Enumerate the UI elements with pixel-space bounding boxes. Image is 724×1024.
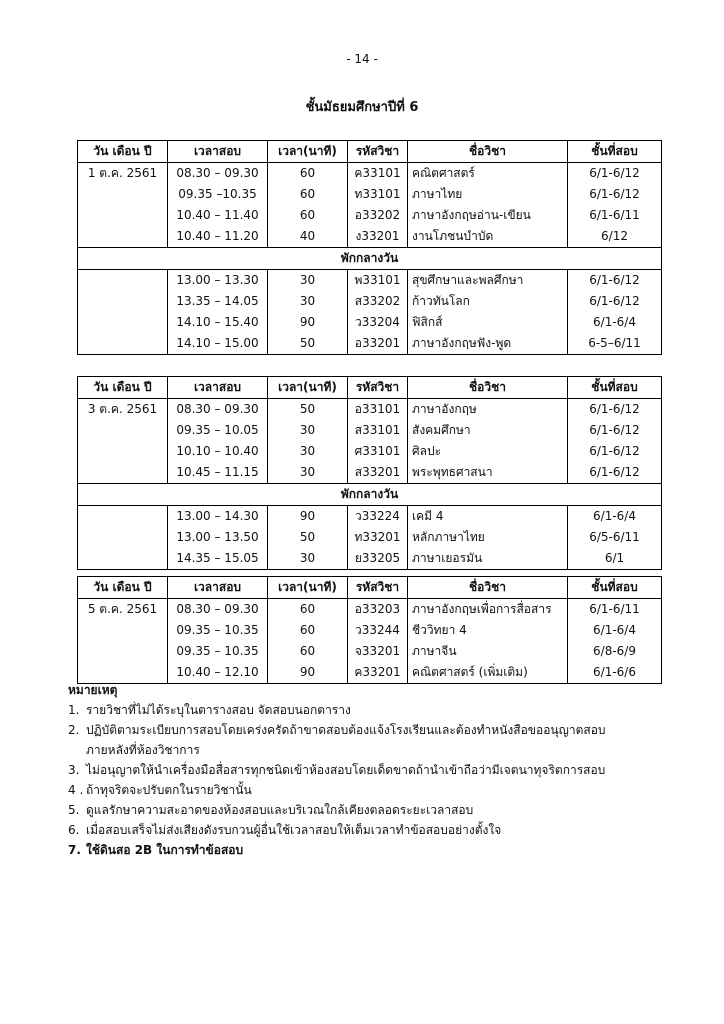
subject-code: อ33201 bbox=[348, 333, 408, 355]
header-minutes: เวลา(นาที) bbox=[268, 577, 348, 599]
page-title: ชั้นมัธยมศึกษาปีที่ 6 bbox=[305, 100, 419, 115]
note-item-continued bbox=[68, 740, 688, 760]
exam-minutes: 90 bbox=[268, 662, 348, 684]
exam-date bbox=[78, 441, 168, 462]
subject-name: สังคมศึกษา bbox=[408, 420, 568, 441]
exam-time: 08.30 – 09.30 bbox=[168, 163, 268, 185]
table-row bbox=[78, 599, 662, 621]
subject-name: หลักภาษาไทย bbox=[408, 527, 568, 548]
exam-minutes: 90 bbox=[268, 312, 348, 333]
exam-time: 10.40 – 11.20 bbox=[168, 226, 268, 248]
subject-name: งานโภชนบำบัด bbox=[408, 226, 568, 248]
note-number: 7. bbox=[68, 843, 81, 857]
exam-time: 10.40 – 12.10 bbox=[168, 662, 268, 684]
exam-classes: 6/12 bbox=[568, 226, 662, 248]
exam-time: 10.45 – 11.15 bbox=[168, 462, 268, 484]
exam-date bbox=[78, 620, 168, 641]
exam-date bbox=[78, 205, 168, 226]
table-row bbox=[78, 506, 662, 528]
exam-minutes: 30 bbox=[268, 420, 348, 441]
header-subject-code: รหัสวิชา bbox=[348, 141, 408, 163]
subject-name: ชีววิทยา 4 bbox=[408, 620, 568, 641]
table-row bbox=[78, 399, 662, 421]
subject-code: ว33204 bbox=[348, 312, 408, 333]
exam-classes: 6/1 bbox=[568, 548, 662, 570]
exam-table-day-2 bbox=[77, 376, 662, 570]
exam-date bbox=[78, 226, 168, 248]
exam-date bbox=[78, 548, 168, 570]
exam-classes: 6-5–6/11 bbox=[568, 333, 662, 355]
exam-classes: 6/1-6/12 bbox=[568, 270, 662, 292]
note-text: รายวิชาที่ไม่ได้ระบุในตารางสอบ จัดสอบนอกตาราง bbox=[86, 703, 351, 717]
note-number: 5. bbox=[68, 803, 80, 817]
note-number: 4 . bbox=[68, 783, 84, 797]
exam-classes: 6/1-6/12 bbox=[568, 441, 662, 462]
subject-name: ศิลปะ bbox=[408, 441, 568, 462]
exam-time: 13.35 – 14.05 bbox=[168, 291, 268, 312]
lunch-break-row bbox=[78, 484, 662, 506]
exam-date bbox=[78, 312, 168, 333]
exam-time: 09.35 –10.35 bbox=[168, 184, 268, 205]
exam-date: 3 ต.ค. 2561 bbox=[78, 399, 168, 421]
subject-code: ท33201 bbox=[348, 527, 408, 548]
header-subject-name: ชื่อวิชา bbox=[408, 377, 568, 399]
exam-minutes: 90 bbox=[268, 506, 348, 528]
subject-code: ส33201 bbox=[348, 462, 408, 484]
exam-date: 5 ต.ค. 2561 bbox=[78, 599, 168, 621]
note-text: ดูแลรักษาความสะอาดของห้องสอบและบริเวณใกล้เคียงตลอดระยะเวลาสอบ bbox=[86, 803, 474, 817]
header-date: วัน เดือน ปี bbox=[78, 577, 168, 599]
subject-code: ว33224 bbox=[348, 506, 408, 528]
subject-code: อ33101 bbox=[348, 399, 408, 421]
exam-minutes: 50 bbox=[268, 399, 348, 421]
subject-code: ส33202 bbox=[348, 291, 408, 312]
table-row bbox=[78, 270, 662, 292]
exam-date bbox=[78, 291, 168, 312]
note-text: ปฏิบัติตามระเบียบการสอบโดยเคร่งครัดถ้าขาดสอบต้องแจ้งโรงเรียนและต้องทำหนังสือขออนุญาตสอบ bbox=[86, 723, 606, 737]
exam-date bbox=[78, 527, 168, 548]
exam-classes: 6/1-6/12 bbox=[568, 462, 662, 484]
exam-table-day-3 bbox=[77, 576, 662, 684]
exam-minutes: 30 bbox=[268, 441, 348, 462]
note-number: 2. bbox=[68, 723, 80, 737]
header-minutes: เวลา(นาที) bbox=[268, 377, 348, 399]
exam-time: 13.00 – 13.50 bbox=[168, 527, 268, 548]
subject-name: ภาษาอังกฤษเพื่อการสื่อสาร bbox=[408, 599, 568, 621]
table-header-row bbox=[78, 577, 662, 599]
exam-date bbox=[78, 506, 168, 528]
exam-date bbox=[78, 462, 168, 484]
header-classes: ชั้นที่สอบ bbox=[568, 577, 662, 599]
table-row bbox=[78, 441, 662, 462]
subject-name: คณิตศาสตร์ bbox=[408, 163, 568, 185]
exam-minutes: 60 bbox=[268, 184, 348, 205]
exam-minutes: 60 bbox=[268, 620, 348, 641]
page-number: - 14 - bbox=[346, 52, 378, 66]
exam-minutes: 40 bbox=[268, 226, 348, 248]
subject-code: อ33203 bbox=[348, 599, 408, 621]
header-exam-time: เวลาสอบ bbox=[168, 377, 268, 399]
exam-classes: 6/1-6/4 bbox=[568, 506, 662, 528]
header-exam-time: เวลาสอบ bbox=[168, 141, 268, 163]
exam-minutes: 60 bbox=[268, 163, 348, 185]
note-item bbox=[68, 760, 688, 780]
exam-time: 10.40 – 11.40 bbox=[168, 205, 268, 226]
note-number: 6. bbox=[68, 823, 80, 837]
subject-code: ค33201 bbox=[348, 662, 408, 684]
exam-date bbox=[78, 641, 168, 662]
table-row bbox=[78, 205, 662, 226]
note-text: ถ้าทุจริตจะปรับตกในรายวิชานั้น bbox=[86, 783, 252, 797]
subject-code: ท33101 bbox=[348, 184, 408, 205]
table-row bbox=[78, 291, 662, 312]
note-text: เมื่อสอบเสร็จไม่ส่งเสียงดังรบกวนผู้อื่นใช้เวลาสอบให้เต็มเวลาทำข้อสอบอย่างตั้งใจ bbox=[86, 823, 502, 837]
exam-minutes: 60 bbox=[268, 599, 348, 621]
subject-code: ส33101 bbox=[348, 420, 408, 441]
note-number: 1. bbox=[68, 703, 80, 717]
header-subject-code: รหัสวิชา bbox=[348, 577, 408, 599]
exam-time: 14.35 – 15.05 bbox=[168, 548, 268, 570]
subject-name: ภาษาอังกฤษ bbox=[408, 399, 568, 421]
exam-time: 14.10 – 15.40 bbox=[168, 312, 268, 333]
subject-name: คณิตศาสตร์ (เพิ่มเติม) bbox=[408, 662, 568, 684]
exam-classes: 6/1-6/12 bbox=[568, 184, 662, 205]
exam-classes: 6/1-6/4 bbox=[568, 620, 662, 641]
exam-minutes: 30 bbox=[268, 462, 348, 484]
exam-classes: 6/1-6/4 bbox=[568, 312, 662, 333]
exam-classes: 6/1-6/12 bbox=[568, 163, 662, 185]
table-row bbox=[78, 527, 662, 548]
note-number: 3. bbox=[68, 763, 80, 777]
table-header-row bbox=[78, 141, 662, 163]
note-text: ภายหลังที่ห้องวิชาการ bbox=[86, 743, 200, 757]
subject-name: ภาษาไทย bbox=[408, 184, 568, 205]
subject-name: ฟิสิกส์ bbox=[408, 312, 568, 333]
note-text: ใช้ดินสอ 2B ในการทำข้อสอบ bbox=[86, 843, 244, 857]
subject-name: ภาษาอังกฤษอ่าน-เขียน bbox=[408, 205, 568, 226]
notes-section bbox=[68, 680, 688, 860]
exam-minutes: 50 bbox=[268, 527, 348, 548]
note-item bbox=[68, 820, 688, 840]
exam-minutes: 50 bbox=[268, 333, 348, 355]
table-row bbox=[78, 163, 662, 185]
exam-classes: 6/1-6/12 bbox=[568, 399, 662, 421]
subject-code: ย33205 bbox=[348, 548, 408, 570]
exam-date bbox=[78, 270, 168, 292]
note-item bbox=[68, 700, 688, 720]
subject-name: ก้าวทันโลก bbox=[408, 291, 568, 312]
header-subject-name: ชื่อวิชา bbox=[408, 577, 568, 599]
exam-classes: 6/5-6/11 bbox=[568, 527, 662, 548]
exam-minutes: 60 bbox=[268, 641, 348, 662]
table-row bbox=[78, 184, 662, 205]
table-row bbox=[78, 333, 662, 355]
exam-classes: 6/1-6/12 bbox=[568, 420, 662, 441]
exam-time: 13.00 – 14.30 bbox=[168, 506, 268, 528]
exam-minutes: 30 bbox=[268, 548, 348, 570]
table-row bbox=[78, 620, 662, 641]
subject-code: ศ33101 bbox=[348, 441, 408, 462]
lunch-break-label: พักกลางวัน bbox=[78, 484, 662, 506]
subject-name: เคมี 4 bbox=[408, 506, 568, 528]
exam-minutes: 60 bbox=[268, 205, 348, 226]
subject-code: ค33101 bbox=[348, 163, 408, 185]
header-exam-time: เวลาสอบ bbox=[168, 577, 268, 599]
header-minutes: เวลา(นาที) bbox=[268, 141, 348, 163]
subject-code: จ33201 bbox=[348, 641, 408, 662]
note-item bbox=[68, 720, 688, 740]
exam-minutes: 30 bbox=[268, 270, 348, 292]
exam-classes: 6/1-6/11 bbox=[568, 599, 662, 621]
subject-name: สุขศึกษาและพลศึกษา bbox=[408, 270, 568, 292]
header-date: วัน เดือน ปี bbox=[78, 377, 168, 399]
exam-table-day-1 bbox=[77, 140, 662, 355]
exam-time: 09.35 – 10.35 bbox=[168, 620, 268, 641]
subject-name: ภาษาจีน bbox=[408, 641, 568, 662]
subject-code: ง33201 bbox=[348, 226, 408, 248]
exam-classes: 6/1-6/6 bbox=[568, 662, 662, 684]
table-row bbox=[78, 420, 662, 441]
exam-classes: 6/1-6/12 bbox=[568, 291, 662, 312]
subject-name: ภาษาเยอรมัน bbox=[408, 548, 568, 570]
exam-minutes: 30 bbox=[268, 291, 348, 312]
exam-date bbox=[78, 333, 168, 355]
exam-time: 08.30 – 09.30 bbox=[168, 399, 268, 421]
exam-date bbox=[78, 184, 168, 205]
table-header-row bbox=[78, 377, 662, 399]
header-classes: ชั้นที่สอบ bbox=[568, 377, 662, 399]
note-item bbox=[68, 780, 688, 800]
header-subject-name: ชื่อวิชา bbox=[408, 141, 568, 163]
exam-time: 09.35 – 10.05 bbox=[168, 420, 268, 441]
subject-code: พ33101 bbox=[348, 270, 408, 292]
note-item bbox=[68, 840, 688, 860]
exam-time: 14.10 – 15.00 bbox=[168, 333, 268, 355]
exam-date bbox=[78, 420, 168, 441]
subject-code: ว33244 bbox=[348, 620, 408, 641]
subject-code: อ33202 bbox=[348, 205, 408, 226]
lunch-break-row bbox=[78, 248, 662, 270]
subject-name: ภาษาอังกฤษฟัง-พูด bbox=[408, 333, 568, 355]
exam-date: 1 ต.ค. 2561 bbox=[78, 163, 168, 185]
table-row bbox=[78, 548, 662, 570]
note-item bbox=[68, 800, 688, 820]
table-row bbox=[78, 226, 662, 248]
table-row bbox=[78, 312, 662, 333]
subject-name: พระพุทธศาสนา bbox=[408, 462, 568, 484]
table-row bbox=[78, 641, 662, 662]
header-classes: ชั้นที่สอบ bbox=[568, 141, 662, 163]
exam-time: 13.00 – 13.30 bbox=[168, 270, 268, 292]
lunch-break-label: พักกลางวัน bbox=[78, 248, 662, 270]
header-subject-code: รหัสวิชา bbox=[348, 377, 408, 399]
exam-time: 08.30 – 09.30 bbox=[168, 599, 268, 621]
notes-title: หมายเหตุ bbox=[68, 683, 118, 697]
exam-time: 09.35 – 10.35 bbox=[168, 641, 268, 662]
exam-time: 10.10 – 10.40 bbox=[168, 441, 268, 462]
header-date: วัน เดือน ปี bbox=[78, 141, 168, 163]
note-text: ไม่อนุญาตให้นำเครื่องมือสื่อสารทุกชนิดเข้าห้องสอบโดยเด็ดขาดถ้านำเข้าถือว่ามีเจตนาทุจริตการสอบ bbox=[86, 763, 606, 777]
exam-classes: 6/1-6/11 bbox=[568, 205, 662, 226]
table-row bbox=[78, 462, 662, 484]
exam-classes: 6/8-6/9 bbox=[568, 641, 662, 662]
